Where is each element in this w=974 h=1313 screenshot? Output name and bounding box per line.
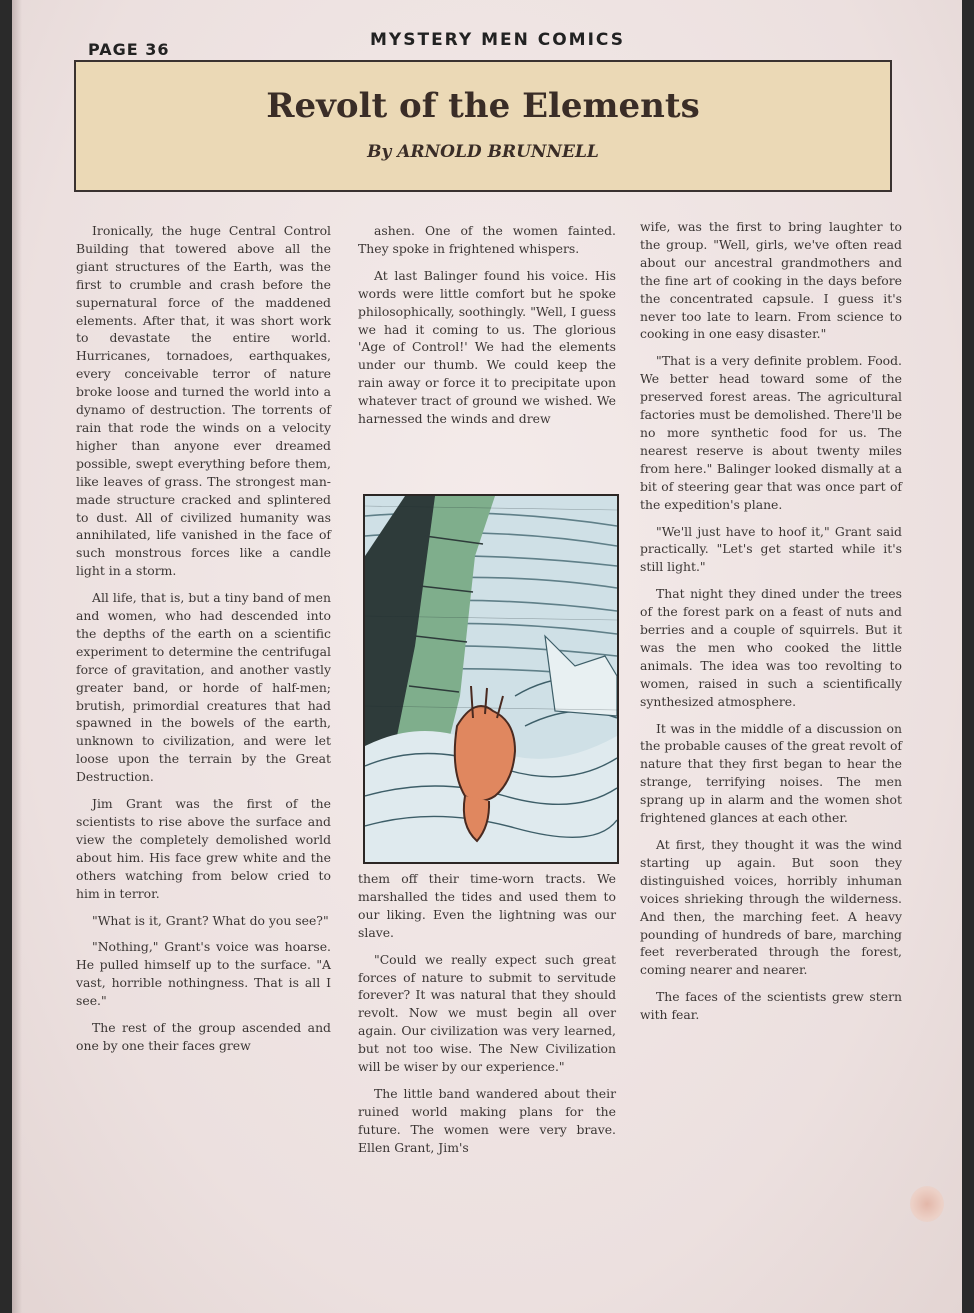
paragraph: That night they dined under the trees of the forest park on a feast of nuts and berries and a couple of squirrels. But it was the men who cooked the little animals. The idea was too revolting to women, raised in such a scientifically synthesized atmosphere. <box>640 586 902 709</box>
paragraph: Ironically, the huge Central Control Building that towered above all the giant structures of the Earth, was the first to crumble and crash before the supernatural force of the maddened elements. After that, it was short work to devastate the entire world. Hurricanes, tornadoes, earthquakes, every conceivable terror of nature broke loose and turned the world into a dynamo of destruction. The torrents of rain that rode the winds on a velocity higher than anyone ever dreamed possible, swept everything before them, like leaves of grass. The strongest man-made structure cracked and splintered to dust. All of civilized humanity was annihilated, life vanished in the face of such monstrous forces like a candle light in a storm. <box>76 223 331 579</box>
paragraph: "That is a very definite problem. Food. We better head toward some of the preserved forest areas. The agricultural factories must be demolished. There'll be no more synthetic food for us. The nearest reserve is about twenty miles from here." Balinger looked dismally at a bit of steering gear that was once part of the expedition's plane. <box>640 353 902 512</box>
story-illustration <box>363 494 619 864</box>
text-column-3 <box>640 218 902 1033</box>
story-title-panel <box>74 60 892 192</box>
page-edge-shadow <box>12 0 22 1313</box>
paragraph: "What is it, Grant? What do you see?" <box>92 912 329 928</box>
magazine-title: MYSTERY MEN COMICS <box>370 30 625 50</box>
paragraph: "Could we really expect such great forces of nature to submit to servitude forever? It was natural that they should revolt. Now we must begin all over again. Our civilization was very learned, but not too wise. The New Civilization will be wiser by our experience." <box>358 951 616 1075</box>
paragraph: The rest of the group ascended and one by one their faces grew <box>76 1020 331 1053</box>
paragraph: At first, they thought it was the wind starting up again. But soon they distinguished voices, horribly inhuman voices shrieking through the wilderness. And then, the marching feet. A heavy pounding of hundreds of bare, marching feet reverberated through the forest, coming nearer and nearer. <box>640 837 902 978</box>
paper-stain <box>910 1186 944 1222</box>
story-title: Revolt of the Elements <box>266 86 700 126</box>
paragraph: The faces of the scientists grew stern with fear. <box>640 989 902 1023</box>
page-number: PAGE 36 <box>88 40 170 59</box>
paragraph: "We'll just have to hoof it," Grant said practically. "Let's get started while it's still light." <box>640 523 902 575</box>
paragraph: wife, was the first to bring laughter to the group. "Well, girls, we've often read about our ancestral grandmothers and the fine art of cooking in the days before the concentrated capsule. I guess it's never too late to learn. From science to cooking in one easy disaster." <box>640 219 902 342</box>
page-header <box>88 28 908 58</box>
paragraph: ashen. One of the women fainted. They spoke in frightened whispers. <box>358 223 616 256</box>
paragraph: It was in the middle of a discussion on the probable causes of the great revolt of nature that they first began to hear the strange, terrifying noises. The men sprang up in alarm and the women shot frightened glances at each other. <box>640 720 902 826</box>
text-column-1 <box>76 222 331 1064</box>
paragraph: Jim Grant was the first of the scientists to rise above the surface and view the completely demolished world about him. His face grew white and the others watching from below cried to him in terror. <box>76 796 331 901</box>
paragraph: At last Balinger found his voice. His words were little comfort but he spoke philosophically, soothingly. "Well, I guess we had it coming to us. The glorious 'Age of Control!' We had the elements under our thumb. We could keep the rain away or force it to precipitate upon whatever tract of ground we wished. We harnessed the winds and drew <box>358 267 616 427</box>
paragraph: All life, that is, but a tiny band of men and women, who had descended into the depths of the earth on a scientific experiment to determine the centrifugal force of gravitation, and another vastly greater band, or horde of half-men; brutish, primordial creatures that had spawned in the bowels of the earth, unknown to civilization, and were let loose upon the terrain by the Great Destruction. <box>76 590 331 785</box>
paragraph: them off their time-worn tracts. We marshalled the tides and used them to our liking. Even the lightning was our slave. <box>358 871 616 940</box>
text-column-2-bottom <box>358 870 616 1166</box>
text-column-2-top <box>358 222 616 437</box>
paragraph: The little band wandered about their ruined world making plans for the future. The women were very brave. Ellen Grant, Jim's <box>358 1085 616 1155</box>
flood-hand-illustration <box>365 496 617 862</box>
paragraph: "Nothing," Grant's voice was hoarse. He pulled himself up to the surface. "A vast, horrible nothingness. That is all I see." <box>76 939 331 1009</box>
story-byline: By ARNOLD BRUNNELL <box>367 142 599 162</box>
magazine-page <box>12 0 962 1313</box>
